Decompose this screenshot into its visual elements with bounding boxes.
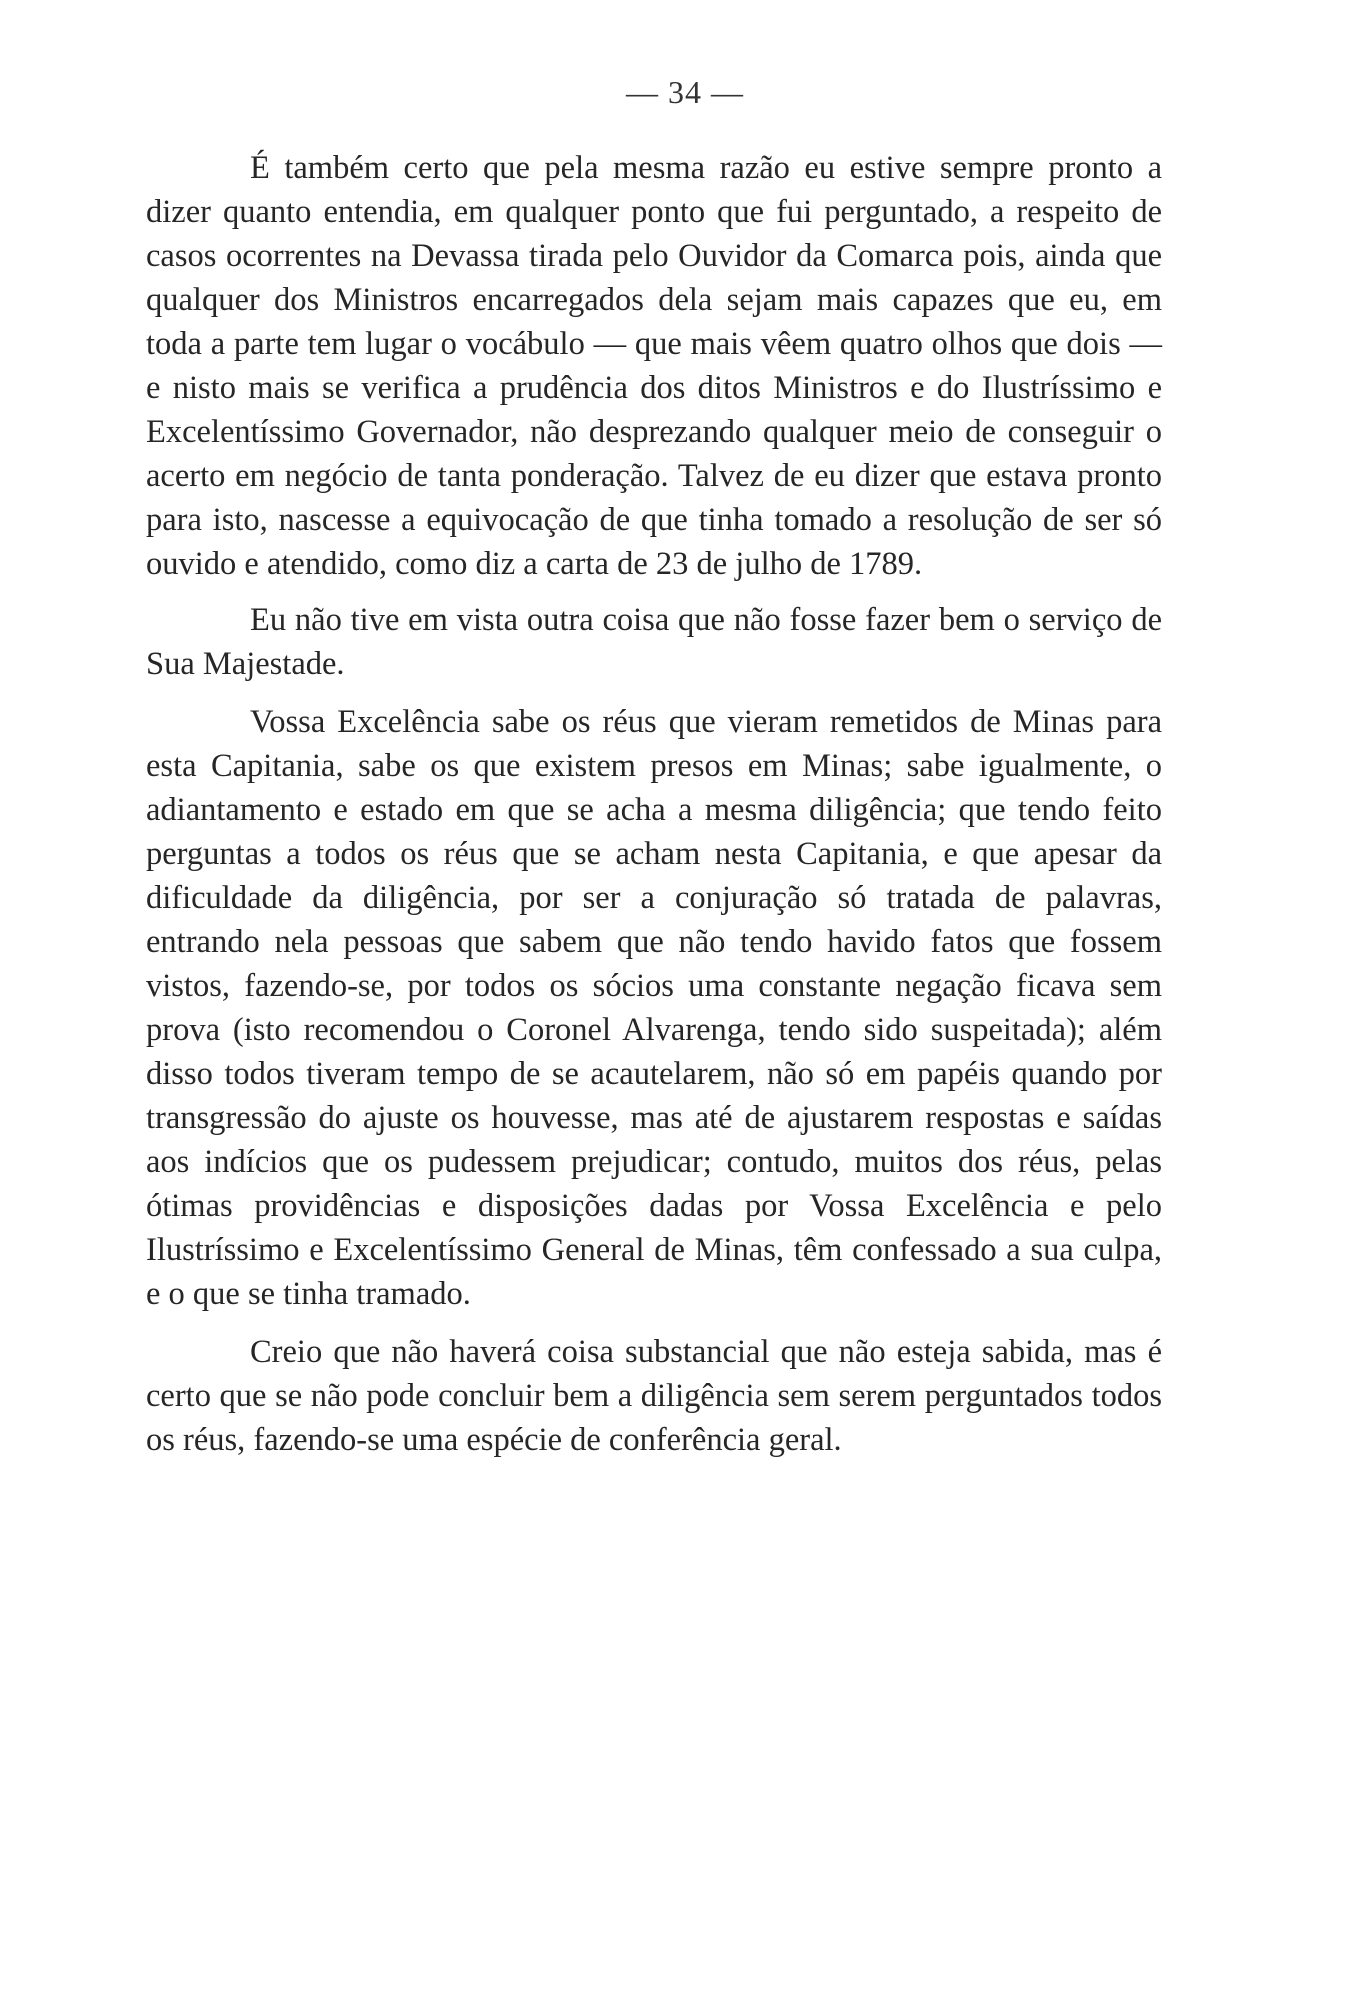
paragraph-2: Eu não tive em vista outra coisa que não fosse fazer bem o serviço de Sua Majestade. [146,602,1162,682]
paragraph-4: Creio que não haverá coisa substancial que não esteja sabida, mas é certo que se não pode concluir bem a diligência sem serem perguntados todos os réus, fazendo-se uma espécie de conferência geral. [146,1334,1162,1458]
body-text [146,146,1162,1476]
page-number: — 34 — [626,74,744,110]
paragraph-1: É também certo que pela mesma razão eu estive sempre pronto a dizer quanto entendia, em qualquer ponto que fui perguntado, a respeito de casos ocorrentes na Devassa tirada pelo Ouvidor da Comarca pois, ainda que qualquer dos Ministros encarregados dela sejam mais capazes que eu, em toda a parte tem lugar o vocábulo — que mais vêem quatro olhos que dois — e nisto mais se verifica a prudência dos ditos Ministros e do Ilustríssimo e Excelentíssimo Governador, não desprezando qualquer meio de conseguir o acerto em negócio de tanta ponderação. Talvez de eu dizer que estava pronto para isto, nascesse a equivocação de que tinha tomado a resolução de ser só ouvido e atendido, como diz a carta de 23 de julho de 1789. [146,150,1162,582]
paragraph-3: Vossa Excelência sabe os réus que vieram remetidos de Minas para esta Capitania, sabe os que existem presos em Minas; sabe igualmente, o adiantamento e estado em que se acha a mesma diligência; que tendo feito perguntas a todos os réus que se acham nesta Capitania, e que apesar da dificuldade da diligência, por ser a conjuração só tratada de palavras, entrando nela pessoas que sabem que não tendo havido fatos que fossem vistos, fazendo-se, por todos os sócios uma constante negação ficava sem prova (isto recomendou o Coronel Alvarenga, tendo sido suspeitada); além disso todos tiveram tempo de se acautelarem, não só em papéis quando por transgressão do ajuste os houvesse, mas até de ajustarem respostas e saídas aos indícios que os pudessem prejudicar; contudo, muitos dos réus, pelas ótimas providências e disposições dadas por Vossa Excelência e pelo Ilustríssimo e Excelentíssimo General de Minas, têm confessado a sua culpa, e o que se tinha tramado. [146,704,1162,1312]
